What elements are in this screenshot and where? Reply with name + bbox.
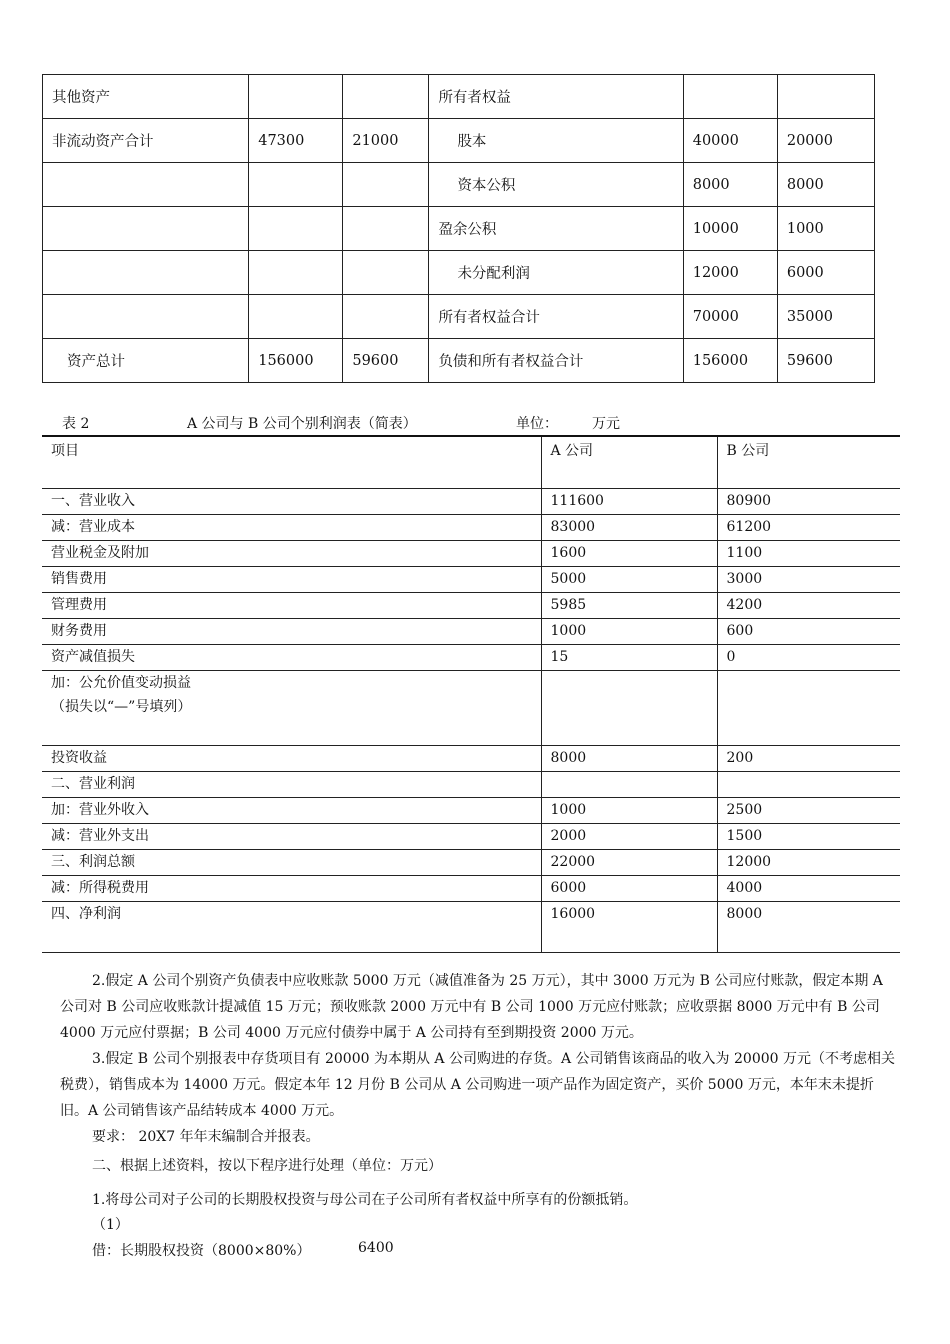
is-item: 减：所得税费用: [42, 876, 541, 902]
is-item: 管理费用: [42, 593, 541, 619]
bs-item-left: 资产总计: [43, 339, 249, 383]
is-value-b: 80900: [717, 489, 900, 515]
balance-sheet-table: [42, 74, 875, 383]
bs-item-right: 所有者权益: [429, 75, 683, 119]
debit-entry-amount: 6400: [358, 1240, 394, 1256]
is-item: 营业税金及附加: [42, 541, 541, 567]
bs-value-a: 156000: [683, 339, 777, 383]
caption-unit-label: 单位：: [516, 416, 558, 432]
is-item: 投资收益: [42, 746, 541, 772]
is-item: 加：营业外收入: [42, 798, 541, 824]
bs-item-left: 非流动资产合计: [43, 119, 249, 163]
bs-item-right: 未分配利润: [429, 251, 683, 295]
bs-value-b: [343, 251, 429, 295]
table-row: [42, 515, 900, 541]
paragraph-3: 3.假定 B 公司个别报表中存货项目有 20000 为本期从 A 公司购进的存货。A 公司销售该商品的收入为 20000 万元（不考虑相关税费），销售成本为 14000 万元。假定本年 12 月份 B 公司从 A 公司购进一项产品作为固定资产，买价 5000 万元，本年末未提折旧。A 公司销售该产品结转成本 4000 万元。: [60, 1051, 895, 1119]
bs-value-b: [777, 75, 874, 119]
is-value-a: 16000: [541, 902, 717, 953]
is-value-b: 1500: [717, 824, 900, 850]
bs-item-left: [43, 295, 249, 339]
table-caption: [62, 413, 882, 433]
bs-value-a: 12000: [683, 251, 777, 295]
table-row: [42, 798, 900, 824]
section-heading: 二、根据上述资料，按以下程序进行处理（单位：万元）: [92, 1158, 442, 1174]
is-item: 减：营业外支出: [42, 824, 541, 850]
bs-value-b: [343, 75, 429, 119]
is-value-a: 15: [541, 645, 717, 671]
table-row: [43, 295, 875, 339]
bs-value-a: 10000: [683, 207, 777, 251]
is-value-b: 4000: [717, 876, 900, 902]
table-row: [42, 567, 900, 593]
is-value-b: 12000: [717, 850, 900, 876]
is-item: 四、净利润: [42, 902, 541, 953]
bs-item-left: 其他资产: [43, 75, 249, 119]
is-value-b: [717, 671, 900, 746]
is-value-a: 6000: [541, 876, 717, 902]
is-value-a: 1000: [541, 619, 717, 645]
is-value-b: 4200: [717, 593, 900, 619]
bs-value-b: [343, 295, 429, 339]
is-value-a: [541, 671, 717, 746]
step-1-sub: （1）: [92, 1217, 129, 1233]
bs-value-b: 35000: [777, 295, 874, 339]
is-value-b: 1100: [717, 541, 900, 567]
table-row: [43, 207, 875, 251]
bs-value-a: 70000: [683, 295, 777, 339]
bs-value-a: [249, 75, 343, 119]
bs-item-right: 盈余公积: [429, 207, 683, 251]
bs-item-right: 负债和所有者权益合计: [429, 339, 683, 383]
table-row: [42, 619, 900, 645]
bs-value-a: [249, 251, 343, 295]
is-item: [42, 671, 541, 746]
bs-value-b: 59600: [777, 339, 874, 383]
income-statement-table: [42, 435, 900, 953]
is-item-line: 加：公允价值变动损益: [51, 675, 191, 691]
table-row: [43, 339, 875, 383]
table-row: [42, 671, 900, 746]
bs-value-b: 8000: [777, 163, 874, 207]
debit-entry-label: 借：长期股权投资（8000×80%）: [92, 1243, 311, 1259]
column-header: B 公司: [717, 436, 900, 489]
is-value-b: 61200: [717, 515, 900, 541]
paragraph-2: 2.假定 A 公司个别资产负债表中应收账款 5000 万元（减值准备为 25 万元），其中 3000 万元为 B 公司应付账款，假定本期 A 公司对 B 公司应收账款计提减值 15 万元；预收账款 2000 万元中有 B 公司 1000 万元应付账款；应收票据 8000 万元中有 B 公司 4000 万元应付票据；B 公司 4000 万元应付债券中属于 A 公司持有至到期投资 2000 万元。: [60, 973, 883, 1041]
bs-value-b: 20000: [777, 119, 874, 163]
bs-value-b: [343, 207, 429, 251]
table-row: [42, 772, 900, 798]
table-row: [43, 251, 875, 295]
bs-item-left: [43, 163, 249, 207]
requirement: 要求： 20X7 年年末编制合并报表。: [92, 1129, 320, 1145]
is-item: 资产减值损失: [42, 645, 541, 671]
table-header-row: [42, 436, 900, 489]
table-row: [42, 645, 900, 671]
is-value-b: 2500: [717, 798, 900, 824]
bs-value-a: 47300: [249, 119, 343, 163]
bs-value-b: 1000: [777, 207, 874, 251]
is-value-a: 1600: [541, 541, 717, 567]
body-text: [60, 968, 900, 1150]
is-value-b: 3000: [717, 567, 900, 593]
bs-value-b: 21000: [343, 119, 429, 163]
bs-value-a: [249, 207, 343, 251]
bs-value-a: 8000: [683, 163, 777, 207]
column-header: A 公司: [541, 436, 717, 489]
caption-number: 表 2: [62, 416, 90, 432]
table-row: [43, 163, 875, 207]
bs-value-a: [683, 75, 777, 119]
is-value-a: 1000: [541, 798, 717, 824]
is-value-a: 111600: [541, 489, 717, 515]
is-value-a: 22000: [541, 850, 717, 876]
table-row: [42, 850, 900, 876]
is-value-b: 0: [717, 645, 900, 671]
bs-item-right: 股本: [429, 119, 683, 163]
step-1: 1.将母公司对子公司的长期股权投资与母公司在子公司所有者权益中所享有的份额抵销。: [92, 1192, 638, 1208]
table-row: [42, 876, 900, 902]
is-value-a: 5985: [541, 593, 717, 619]
table-row: [42, 541, 900, 567]
is-value-a: 83000: [541, 515, 717, 541]
bs-value-b: 6000: [777, 251, 874, 295]
column-header: 项目: [42, 436, 541, 489]
is-item: 二、营业利润: [42, 772, 541, 798]
is-item: 财务费用: [42, 619, 541, 645]
is-value-b: 600: [717, 619, 900, 645]
bs-item-right: 资本公积: [429, 163, 683, 207]
bs-value-b: 59600: [343, 339, 429, 383]
bs-item-left: [43, 207, 249, 251]
table-row: [42, 593, 900, 619]
table-row: [42, 824, 900, 850]
bs-value-a: [249, 295, 343, 339]
bs-value-a: 156000: [249, 339, 343, 383]
is-value-a: 2000: [541, 824, 717, 850]
bs-item-left: [43, 251, 249, 295]
table-row: [42, 902, 900, 953]
is-value-a: 8000: [541, 746, 717, 772]
bs-value-b: [343, 163, 429, 207]
table-row: [43, 119, 875, 163]
is-value-b: 8000: [717, 902, 900, 953]
table-row: [42, 746, 900, 772]
is-value-b: 200: [717, 746, 900, 772]
bs-value-a: 40000: [683, 119, 777, 163]
is-item: 三、利润总额: [42, 850, 541, 876]
is-value-a: 5000: [541, 567, 717, 593]
table-row: [43, 75, 875, 119]
table-row: [42, 489, 900, 515]
is-item: 一、营业收入: [42, 489, 541, 515]
bs-value-a: [249, 163, 343, 207]
is-item: 销售费用: [42, 567, 541, 593]
bs-item-right: 所有者权益合计: [429, 295, 683, 339]
caption-unit: 万元: [592, 416, 620, 432]
is-value-b: [717, 772, 900, 798]
is-value-a: [541, 772, 717, 798]
is-item: 减：营业成本: [42, 515, 541, 541]
is-item-line: （损失以“—”号填列）: [51, 699, 192, 715]
caption-title: A 公司与 B 公司个别利润表（简表）: [187, 416, 417, 432]
